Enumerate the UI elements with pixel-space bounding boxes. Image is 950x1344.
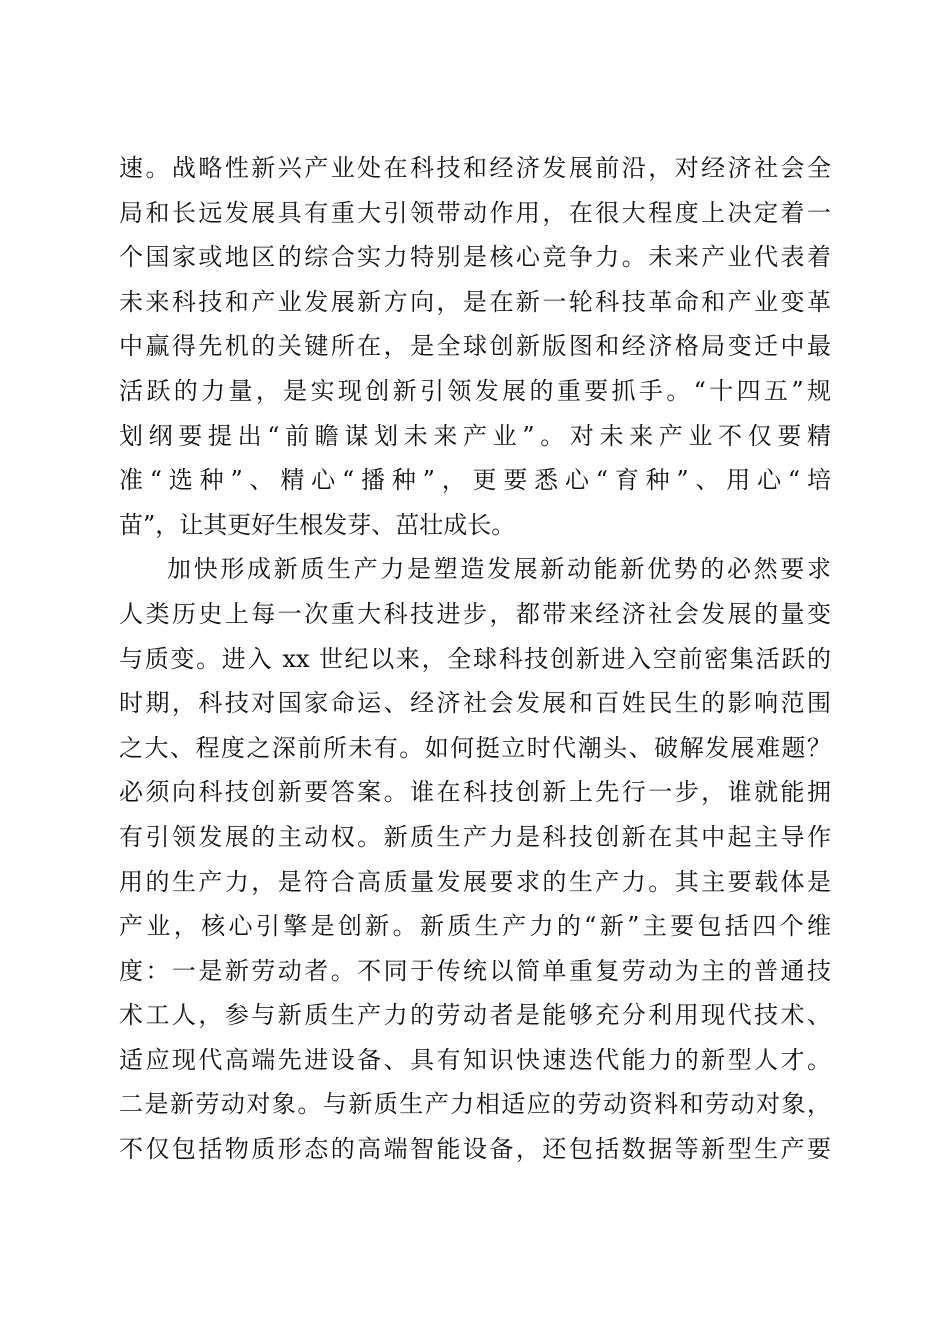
paragraph-heading-line: 加快形成新质生产力是塑造发展新动能新优势的必然要求 — [167, 555, 831, 584]
text-line: 苗”，让其更好生根发芽、茁壮成长。 — [119, 510, 516, 539]
text-line: 个国家或地区的综合实力特别是核心竞争力。未来产业代表着 — [119, 243, 831, 272]
text-line: 中赢得先机的关键所在，是全球创新版图和经济格局变迁中最 — [119, 332, 831, 361]
text-line: 时期，科技对国家命运、经济社会发展和百姓民生的影响范围 — [119, 689, 831, 718]
text-line: 未来科技和产业发展新方向，是在新一轮科技革命和产业变革 — [119, 287, 831, 316]
text-line: 二是新劳动对象。与新质生产力相适应的劳动资料和劳动对象， — [119, 1090, 831, 1119]
text-line: 必须向科技创新要答案。谁在科技创新上先行一步，谁就能拥 — [119, 778, 831, 807]
text-line: 产业，核心引擎是创新。新质生产力的“新”主要包括四个维 — [119, 912, 831, 941]
text-line: 局和长远发展具有重大引领带动作用，在很大程度上决定着一 — [119, 198, 831, 227]
text-line: 适应现代高端先进设备、具有知识快速迭代能力的新型人才。 — [119, 1045, 831, 1074]
paragraph-1 — [119, 146, 831, 547]
text-line: 活跃的力量，是实现创新引领发展的重要抓手。“十四五”规 — [119, 376, 831, 405]
text-line: 度：一是新劳动者。不同于传统以简单重复劳动为主的普通技 — [119, 956, 831, 985]
text-line: 人类历史上每一次重大科技进步，都带来经济社会发展的量变 — [119, 599, 831, 628]
text-line: 用的生产力，是符合高质量发展要求的生产力。其主要载体是 — [119, 867, 831, 896]
text-line: 有引领发展的主动权。新质生产力是科技创新在其中起主导作 — [119, 822, 831, 851]
text-line: 与质变。进入 xx 世纪以来，全球科技创新进入空前密集活跃的 — [119, 644, 831, 673]
text-line: 划纲要提出“前瞻谋划未来产业”。对未来产业不仅要精 — [119, 421, 831, 450]
paragraph-2 — [119, 547, 831, 1171]
text-line: 准“选种”、精心“播种”，更要悉心“育种”、用心“培 — [119, 466, 831, 495]
text-line: 速。战略性新兴产业处在科技和经济发展前沿，对经济社会全 — [119, 154, 831, 182]
body-text — [119, 146, 831, 1172]
text-line: 之大、程度之深前所未有。如何挺立时代潮头、破解发展难题？ — [119, 733, 831, 762]
text-line: 术工人，参与新质生产力的劳动者是能够充分利用现代技术、 — [119, 1001, 831, 1030]
text-line: 不仅包括物质形态的高端智能设备，还包括数据等新型生产要 — [119, 1135, 831, 1164]
